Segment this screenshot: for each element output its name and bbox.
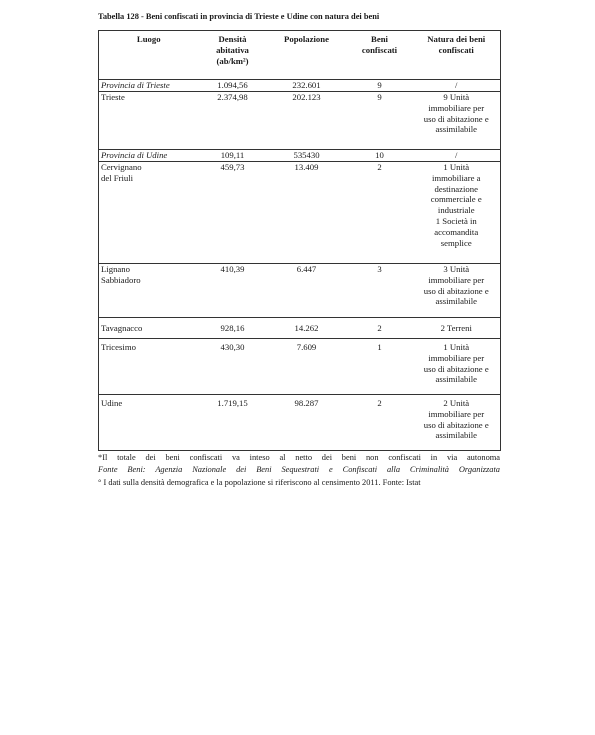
cell-densita: 430,30 (199, 339, 267, 395)
header-luogo: Luogo (99, 31, 199, 80)
cell-beni: 9 (347, 80, 413, 92)
text-line: abitativa (216, 44, 249, 55)
confiscated-assets-table (98, 30, 501, 451)
table-row (99, 92, 501, 150)
cell-luogo: Udine (99, 395, 199, 451)
text-line: assimilabile (435, 374, 477, 385)
text-line: assimilabile (435, 124, 477, 135)
cell-luogo: Tavagnacco (99, 318, 199, 339)
cell-densita: 1.719,15 (199, 395, 267, 451)
cell-luogo (99, 162, 199, 264)
text-line: (ab/km²) (216, 55, 249, 66)
text-line: semplice (440, 237, 472, 248)
cell-popolazione: 7.609 (267, 339, 347, 395)
table-row (99, 162, 501, 264)
text-line: destinazione (434, 183, 478, 194)
text-line: Lignano (101, 264, 130, 274)
cell-densita: 2.374,98 (199, 92, 267, 150)
cell-densita: 410,39 (199, 264, 267, 318)
cell-natura: / (413, 80, 501, 92)
cell-beni: 2 (347, 162, 413, 264)
text-line: Beni (371, 34, 388, 44)
note-source-assets: Fonte Beni: Agenzia Nazionale dei Beni Sequestrati e Confiscati alla Criminalità Organizzata (98, 465, 500, 475)
text-line: Densità (218, 34, 247, 44)
text-line: uso di abitazione e (423, 113, 489, 124)
text-line: 9 Unità (443, 92, 470, 102)
cell-natura: / (413, 150, 501, 162)
table-row (99, 395, 501, 451)
table-row (99, 264, 501, 318)
cell-luogo: Provincia di Trieste (99, 80, 199, 92)
cell-natura (413, 264, 501, 318)
text-line: immobiliare per (428, 274, 485, 285)
cell-natura (413, 162, 501, 264)
text-line: Sabbiadoro (101, 274, 141, 285)
text-line: 1 Società in (435, 215, 477, 226)
cell-densita: 928,16 (199, 318, 267, 339)
cell-beni: 10 (347, 150, 413, 162)
text-line: Natura dei beni (427, 34, 486, 44)
text-line: immobiliare per (428, 352, 485, 363)
cell-luogo (99, 264, 199, 318)
cell-natura (413, 92, 501, 150)
text-line: uso di abitazione e (423, 419, 489, 430)
cell-natura (413, 395, 501, 451)
cell-beni: 3 (347, 264, 413, 318)
text-line: 1 Unità (443, 162, 470, 172)
cell-natura: 2 Terreni (413, 318, 501, 339)
cell-natura (413, 339, 501, 395)
cell-densita: 459,73 (199, 162, 267, 264)
cell-luogo: Trieste (99, 92, 199, 150)
header-beni (347, 31, 413, 80)
text-line: assimilabile (435, 296, 477, 307)
cell-beni: 2 (347, 395, 413, 451)
text-line: immobiliare a (432, 172, 481, 183)
header-densita (199, 31, 267, 80)
cell-popolazione: 535430 (267, 150, 347, 162)
text-line: immobiliare per (428, 102, 485, 113)
cell-beni: 9 (347, 92, 413, 150)
text-line: accomandita (434, 226, 479, 237)
note-total: *Il totale dei beni confiscati va inteso al netto dei beni non confiscati in via autonoma (98, 453, 500, 462)
table-row (99, 80, 501, 92)
text-line: assimilabile (435, 430, 477, 441)
text-line: del Friuli (101, 172, 134, 183)
cell-popolazione: 6.447 (267, 264, 347, 318)
cell-popolazione: 202.123 (267, 92, 347, 150)
cell-popolazione: 13.409 (267, 162, 347, 264)
table-caption: Tabella 128 - Beni confiscati in provincia di Trieste e Udine con natura dei beni (98, 12, 380, 21)
text-line: confiscati (438, 44, 474, 55)
note-source-census: ° I dati sulla densità demografica e la popolazione si riferiscono al censimento 2011. Fonte: Istat (98, 477, 421, 487)
text-line: uso di abitazione e (423, 285, 489, 296)
cell-densita: 1.094,56 (199, 80, 267, 92)
text-line: commerciale e (430, 194, 482, 205)
table-row (99, 339, 501, 395)
header-popolazione: Popolazione (267, 31, 347, 80)
cell-luogo: Tricesimo (99, 339, 199, 395)
cell-luogo: Provincia di Udine (99, 150, 199, 162)
cell-popolazione: 232.601 (267, 80, 347, 92)
text-line: Cervignano (101, 162, 142, 172)
text-line: 3 Unità (443, 264, 470, 274)
cell-beni: 2 (347, 318, 413, 339)
text-line: 1 Unità (443, 342, 470, 352)
table-notes (98, 452, 500, 489)
text-line: immobiliare per (428, 408, 485, 419)
text-line: 2 Unità (443, 398, 470, 408)
cell-popolazione: 98.287 (267, 395, 347, 451)
cell-densita: 109,11 (199, 150, 267, 162)
text-line: confiscati (361, 44, 398, 55)
header-natura (413, 31, 501, 80)
header-row (99, 31, 501, 80)
text-line: uso di abitazione e (423, 363, 489, 374)
cell-popolazione: 14.262 (267, 318, 347, 339)
table-row (99, 150, 501, 162)
text-line: industriale (437, 205, 475, 216)
cell-beni: 1 (347, 339, 413, 395)
table-row (99, 318, 501, 339)
